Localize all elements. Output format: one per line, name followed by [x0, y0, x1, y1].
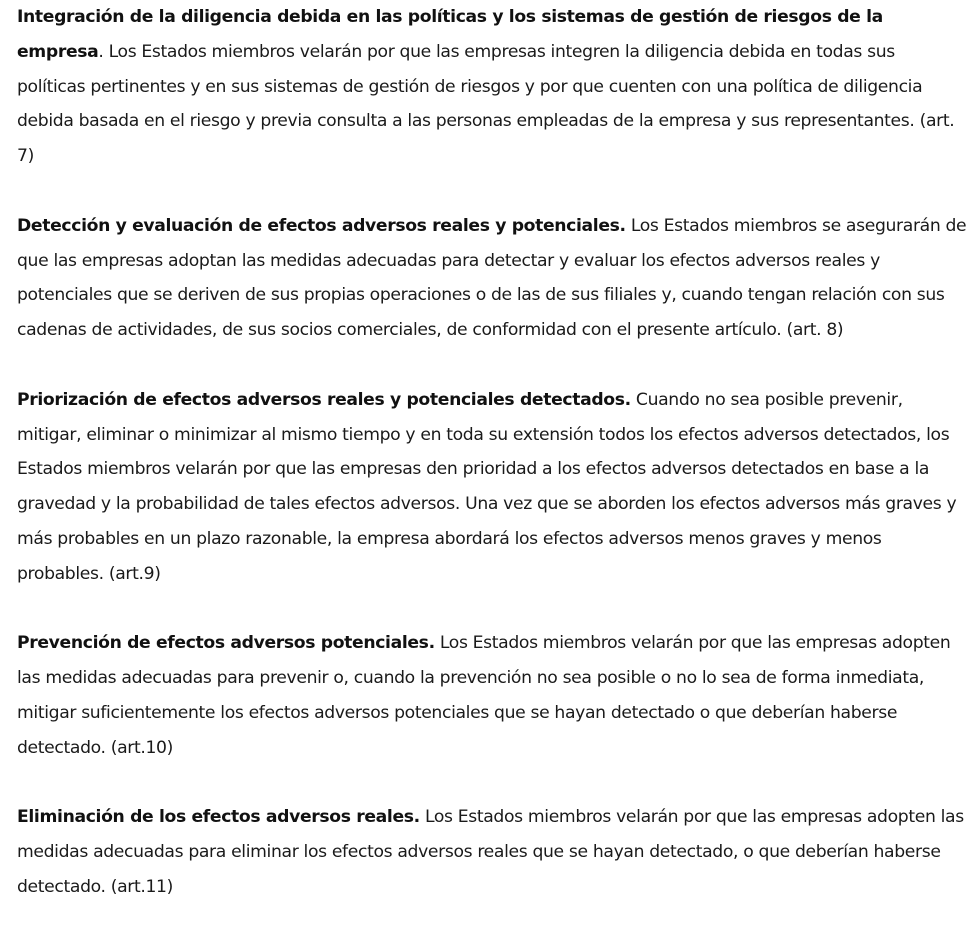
- section-heading: Detección y evaluación de efectos adversos reales y potenciales.: [17, 215, 626, 236]
- section-deteccion: [17, 209, 967, 348]
- section-priorizacion: [17, 383, 967, 592]
- section-prevencion: [17, 626, 967, 765]
- section-text: Los Estados miembros se asegurarán de que las empresas adoptan las medidas adecuadas para detectar y evaluar los efectos adversos reales y potenciales que se deriven de sus propias operaciones o de las de sus filiales y, cuando tengan relación con sus cadenas de actividades, de sus socios comerciales, de conformidad con el presente artículo. (art. 8): [17, 215, 967, 341]
- section-integracion: [17, 0, 967, 174]
- document-body: [17, 0, 967, 905]
- section-heading: Integración de la diligencia debida en las políticas y los sistemas de gestión de riesgos de la empresa: [17, 7, 883, 62]
- section-text: Los Estados miembros velarán por que las empresas adopten las medidas adecuadas para prevenir o, cuando la prevención no sea posible o no lo sea de forma inmediata, mitigar suficientemente los efectos adversos potenciales que se hayan detectado o que deberían haberse detectado. (art.10): [17, 633, 951, 758]
- section-text: . Los Estados miembros velarán por que las empresas integren la diligencia debida en todas sus políticas pertinentes y en sus sistemas de gestión de riesgos y por que cuenten con una política de diligencia debida basada en el riesgo y previa consulta a las personas empleadas de la empresa y sus representantes. (art. 7): [17, 41, 955, 167]
- section-heading: Priorización de efectos adversos reales y potenciales detectados.: [17, 389, 631, 410]
- section-eliminacion: [17, 800, 967, 904]
- section-text: Cuando no sea posible prevenir, mitigar, eliminar o minimizar al mismo tiempo y en toda su extensión todos los efectos adversos detectados, los Estados miembros velarán por que las empresas den prioridad a los efectos adversos detectados en base a la gravedad y la probabilidad de tales efectos adversos. Una vez que se aborden los efectos adversos más graves y más probables en un plazo razonable, la empresa abordará los efectos adversos menos graves y menos probables. (art.9): [17, 389, 957, 584]
- section-heading: Prevención de efectos adversos potenciales.: [17, 633, 435, 654]
- section-text: Los Estados miembros velarán por que las empresas adopten las medidas adecuadas para eliminar los efectos adversos reales que se hayan detectado, o que deberían haberse detectado. (art.11): [17, 807, 964, 897]
- section-heading: Eliminación de los efectos adversos reales.: [17, 807, 420, 828]
